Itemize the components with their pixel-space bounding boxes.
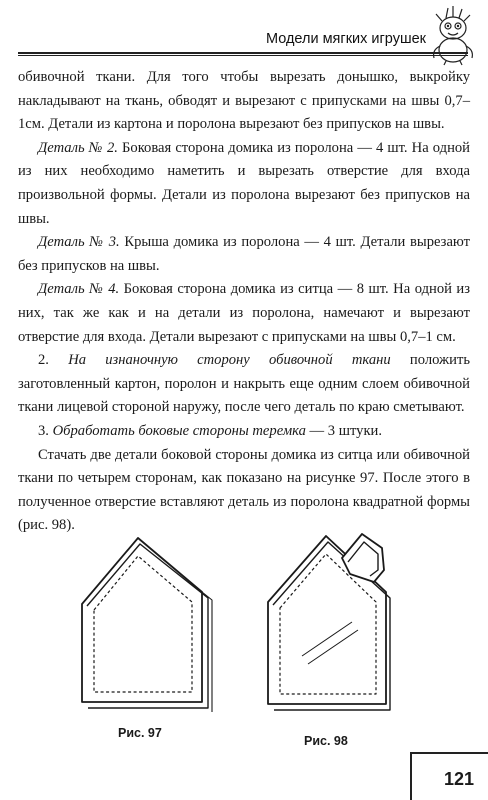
paragraph-6: Стачать две детали боковой стороны домика из ситца или обивочной ткани по четырем сторонам, как показано на рисунке 97. После этого в полученное отверстие вставляют деталь из поролона квадратной формы (рис. 98).	[18, 446, 470, 534]
header-rule	[18, 52, 468, 54]
paragraph-4: 2. На изнаночную сторону обивочной ткани положить заготовленный картон, поролон и накрыть еще одним слоем обивочной ткани лицевой стороной наружу, после чего деталь по краю сметывают.	[18, 352, 470, 416]
paragraph-5: 3. Обработать боковые стороны теремка — 3 штуки.	[38, 422, 382, 439]
running-header-title: Модели мягких игрушек	[265, 31, 426, 47]
figure-97-caption: Рис. 97	[118, 726, 162, 740]
figure-98-caption: Рис. 98	[304, 734, 348, 748]
figure-97-drawing	[78, 532, 218, 722]
page-number: 121	[443, 769, 474, 789]
paragraph-0: обивочной ткани. Для того чтобы вырезать донышко, выкройку накладывают на ткань, обводят и вырезают с припусками на швы 0,7–1см. Детали из картона и поролона вырезают без припусков на швы.	[18, 69, 470, 133]
paragraph-1: Деталь № 2. Боковая сторона домика из поролона — 4 шт. На одной из них необходимо наметить и вырезать отверстие для входа произвольной формы. Детали из поролона вырезают без припусков на швы.	[18, 139, 470, 227]
paragraph-3: Деталь № 4. Боковая сторона домика из ситца — 8 шт. На одной из них, так же как и на детали из поролона, намечают и вырезают отверстие для входа. Детали вырезают с припусками на швы 0,7–1 см.	[18, 281, 471, 345]
body-text	[18, 66, 470, 538]
toy-mascot-icon	[424, 4, 482, 66]
paragraph-2: Деталь № 3. Крыша домика из поролона — 4 шт. Детали вырезают без припусков на швы.	[18, 234, 471, 274]
header-rule-thin	[18, 55, 468, 56]
figure-98-drawing	[262, 526, 402, 726]
